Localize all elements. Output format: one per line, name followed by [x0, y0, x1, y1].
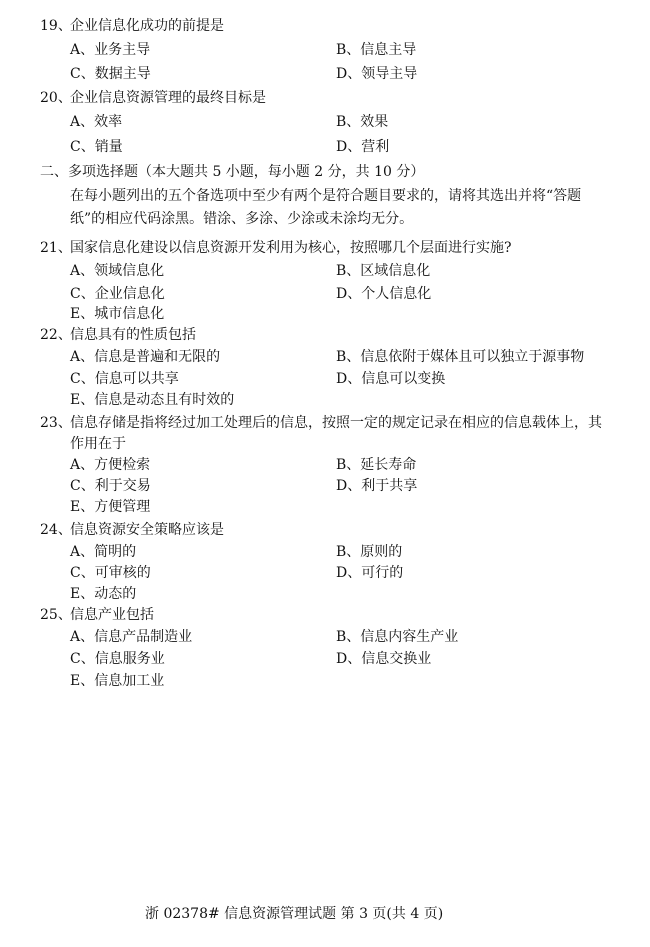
question-23-option-b: B、延长寿命 [336, 457, 417, 473]
question-20-option-d: D、营利 [336, 139, 390, 155]
question-20-option-a: A、效率 [70, 114, 123, 130]
question-25-stem: 信息产业包括 [70, 607, 154, 623]
question-21-option-b: B、区域信息化 [336, 263, 431, 279]
question-21-stem: 国家信息化建设以信息资源开发利用为核心，按照哪几个层面进行实施? [70, 240, 512, 256]
section-2-instruction-line-2: 纸”的相应代码涂黑。错涂、多涂、少涂或未涂均无分。 [70, 211, 414, 227]
question-24-option-d: D、可行的 [336, 565, 404, 581]
question-20-number: 20、 [40, 90, 72, 106]
question-22-option-b: B、信息依附于媒体且可以独立于源事物 [336, 349, 585, 365]
question-23-option-e: E、方便管理 [70, 499, 151, 515]
question-22-option-c: C、信息可以共享 [70, 371, 179, 387]
question-25-option-a: A、信息产品制造业 [70, 629, 193, 645]
question-22-option-d: D、信息可以变换 [336, 371, 446, 387]
question-23-stem-line-2: 作用在于 [70, 436, 126, 452]
question-23-option-c: C、利于交易 [70, 478, 151, 494]
section-2-instruction-line-1: 在每小题列出的五个备选项中至少有两个是符合题目要求的，请将其选出并将“答题 [70, 188, 582, 204]
question-23-option-d: D、利于共享 [336, 478, 418, 494]
section-2-title: 二、多项选择题（本大题共 5 小题，每小题 2 分，共 10 分） [40, 164, 425, 180]
question-19-option-c: C、数据主导 [70, 66, 151, 82]
question-20-stem: 企业信息资源管理的最终目标是 [70, 90, 266, 106]
question-25-option-e: E、信息加工业 [70, 673, 165, 689]
question-24-option-e: E、动态的 [70, 586, 137, 602]
question-19-option-b: B、信息主导 [336, 42, 417, 58]
question-24-number: 24、 [40, 522, 72, 538]
question-20-option-c: C、销量 [70, 139, 123, 155]
question-25-number: 25、 [40, 607, 72, 623]
question-21-option-e: E、城市信息化 [70, 306, 165, 322]
question-25-option-b: B、信息内容生产业 [336, 629, 459, 645]
question-19-option-d: D、领导主导 [336, 66, 418, 82]
page-footer: 浙 02378# 信息资源管理试题 第 3 页(共 4 页) [145, 906, 444, 922]
question-21-option-a: A、领域信息化 [70, 263, 165, 279]
question-24-option-c: C、可审核的 [70, 565, 151, 581]
question-24-option-a: A、简明的 [70, 544, 137, 560]
question-19-number: 19、 [40, 18, 72, 34]
question-22-option-a: A、信息是普遍和无限的 [70, 349, 221, 365]
question-24-option-b: B、原则的 [336, 544, 403, 560]
question-23-option-a: A、方便检索 [70, 457, 151, 473]
question-19-option-a: A、业务主导 [70, 42, 151, 58]
question-22-stem: 信息具有的性质包括 [70, 327, 196, 343]
question-21-option-d: D、个人信息化 [336, 286, 432, 302]
question-21-option-c: C、企业信息化 [70, 286, 165, 302]
question-23-number: 23、 [40, 415, 72, 431]
question-24-stem: 信息资源安全策略应该是 [70, 522, 224, 538]
question-21-number: 21、 [40, 240, 72, 256]
question-22-option-e: E、信息是动态且有时效的 [70, 392, 235, 408]
question-19-stem: 企业信息化成功的前提是 [70, 18, 224, 34]
question-22-number: 22、 [40, 327, 72, 343]
question-23-stem-line-1: 信息存储是指将经过加工处理后的信息，按照一定的规定记录在相应的信息载体上，其 [70, 415, 602, 431]
question-20-option-b: B、效果 [336, 114, 389, 130]
question-25-option-c: C、信息服务业 [70, 651, 165, 667]
question-25-option-d: D、信息交换业 [336, 651, 432, 667]
